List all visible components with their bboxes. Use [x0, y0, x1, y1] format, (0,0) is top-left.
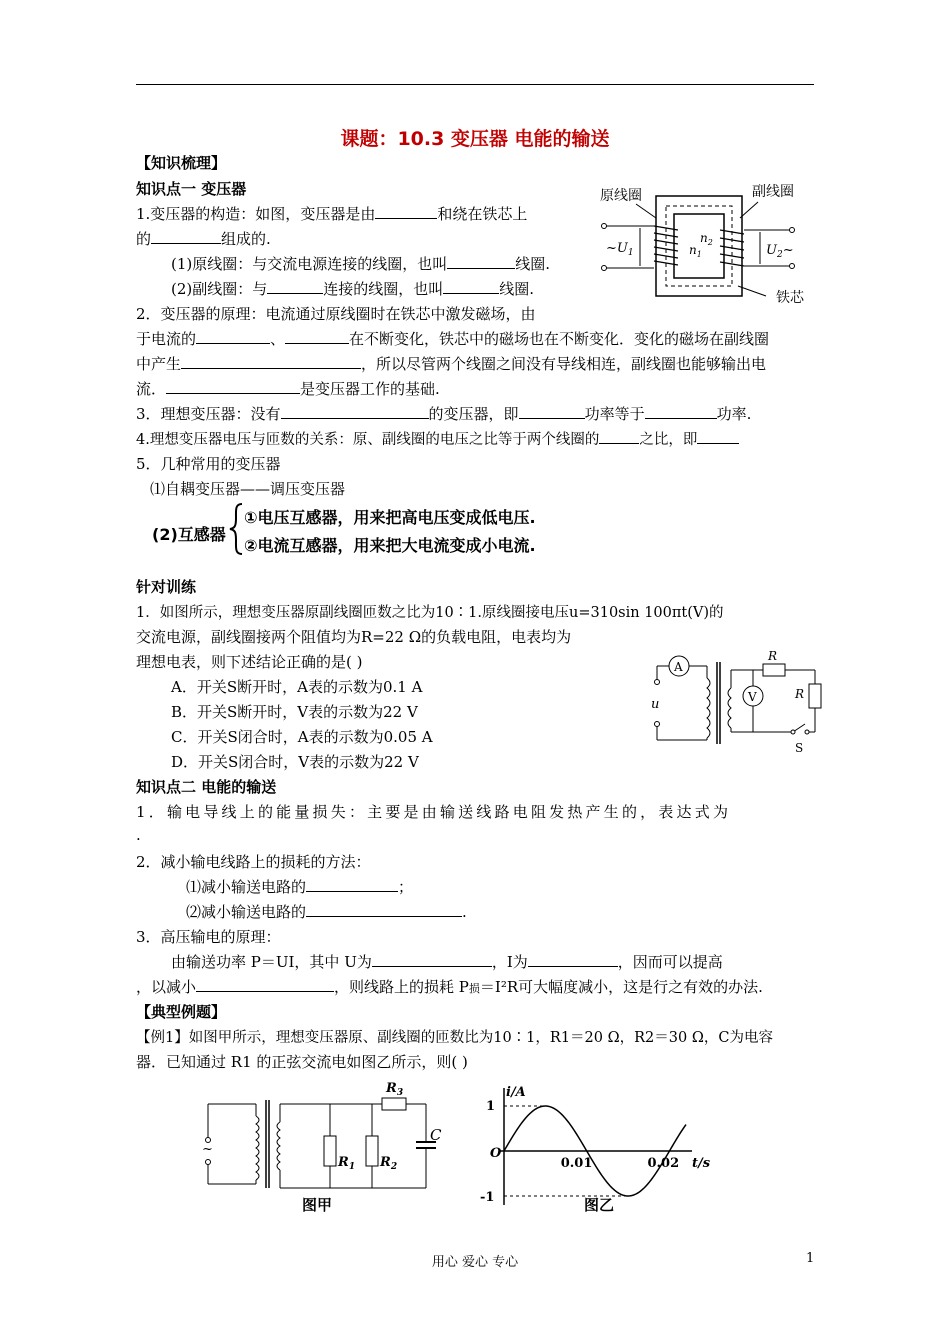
section-point1: 知识点一 变压器 — [136, 180, 247, 198]
kp2-line6 — [171, 951, 723, 972]
kp1-l9b: 的变压器，即 — [428, 405, 519, 423]
kp1-line9 — [136, 403, 751, 424]
kp1-l7a: 中产生 — [136, 355, 182, 373]
x-tick-label: 0.01 — [560, 1156, 593, 1171]
kp1-l6b: 、 — [270, 330, 286, 348]
kp1-line10 — [136, 428, 739, 449]
ac-source-symbol: ~ — [202, 1142, 213, 1157]
kp1-l9c: 功率等于 — [584, 405, 645, 423]
source-u-label: u — [651, 697, 660, 712]
example1-line2: 器．已知通过 R1 的正弦交流电如图乙所示，则( ) — [136, 1053, 468, 1071]
kp2-l4a: ⑵减小输送电路的 — [186, 903, 307, 921]
capacitor-label: C — [430, 1126, 442, 1144]
primary-coil-label: 原线圈 — [600, 188, 642, 204]
circuit-figure-a — [196, 1080, 456, 1215]
blank[interactable] — [196, 977, 334, 992]
section-practice: 针对训练 — [136, 578, 197, 596]
blank[interactable] — [181, 354, 361, 369]
blank[interactable] — [372, 952, 492, 967]
ammeter-label: A — [674, 660, 683, 674]
kp2-l4b: . — [462, 903, 467, 921]
section-knowledge-review: 【知识梳理】 — [136, 154, 227, 172]
chart-origin: O — [490, 1146, 502, 1161]
kp2-l6b: ，I为 — [491, 953, 528, 971]
kp2-l7c: ＝I²R可大幅度减小，这是行之有效的办法. — [479, 978, 763, 996]
kp2-l3a: ⑴减小输送电路的 — [186, 878, 307, 896]
kp1-line4 — [171, 278, 534, 299]
kp1-line1 — [136, 203, 527, 224]
page-number: 1 — [806, 1251, 815, 1266]
blank[interactable] — [306, 877, 398, 892]
kp1-line7 — [136, 353, 766, 374]
r2-label: $R_2$ — [380, 1155, 398, 1172]
kp1-line2 — [136, 228, 271, 249]
blank[interactable] — [281, 404, 429, 419]
x-tick-label: 0.02 — [647, 1156, 680, 1171]
kp2-l7a: ，以减小 — [136, 978, 197, 996]
kp1-l8a: 流． — [136, 380, 167, 398]
kp1-l3a: (1)原线圈：与交流电源连接的线圈，也叫 — [171, 255, 448, 273]
section-examples: 【典型例题】 — [136, 1003, 227, 1021]
transformer-figure — [596, 178, 814, 308]
blank[interactable] — [151, 229, 221, 244]
option-d[interactable]: D．开关S闭合时，V表的示数为22 V — [171, 753, 419, 771]
resistor-r-top: R — [768, 649, 778, 663]
kp2-line3 — [186, 876, 413, 897]
chart-ylabel: i/A — [506, 1085, 526, 1100]
blank[interactable] — [645, 404, 717, 419]
q1-line1: 1．如图所示，理想变压器原副线圈匝数之比为10∶1.原线圈接电压u=310sin 100πt(V)的 — [136, 605, 724, 621]
meter-circuit-figure — [645, 648, 830, 760]
blank[interactable] — [166, 379, 300, 394]
kp1-line11: 5．几种常用的变压器 — [136, 455, 281, 473]
kp2-line1: 1．输电导线上的能量损失：主要是由输送线路电阻发热产生的，表达式为 — [136, 803, 732, 821]
switch-s-label: S — [795, 741, 804, 755]
kp2-l6a: 由输送功率 P＝UI，其中 U为 — [171, 953, 372, 971]
kp1-l8b: 是变压器工作的基础. — [300, 380, 440, 398]
kp1-l4b: 连接的线圈，也叫 — [323, 280, 444, 298]
kp1-line5: 2．变压器的原理：电流通过原线圈时在铁芯中激发磁场，由 — [136, 305, 536, 323]
option-a[interactable]: A．开关S断开时，A表的示数为0.1 A — [171, 678, 423, 696]
example1-line1: 【例1】如图甲所示，理想变压器原、副线圈的匝数比为10∶1，R1＝20 Ω，R2＝30 Ω，C为电容 — [136, 1030, 773, 1046]
blank[interactable] — [447, 254, 515, 269]
voltmeter-label: V — [748, 690, 757, 704]
kp1-l9d: 功率. — [716, 405, 752, 423]
blank[interactable] — [599, 429, 639, 444]
kp1-l2b: 组成的. — [221, 230, 271, 248]
kp2-line2: 2．减小输电线路上的损耗的方法： — [136, 853, 371, 871]
kp2-l7b: ，则线路上的损耗 P — [334, 978, 469, 996]
blank[interactable] — [443, 279, 499, 294]
q1-line2: 交流电源，副线圈接两个阻值均为R=22 Ω的负载电阻，电表均为 — [136, 628, 572, 646]
r1-label: $R_1$ — [338, 1155, 356, 1172]
kp2-line4 — [186, 901, 467, 922]
kp1-l1b: 和绕在铁芯上 — [437, 205, 528, 223]
y-tick-label: -1 — [480, 1190, 495, 1205]
current-chart — [470, 1080, 720, 1215]
top-rule — [136, 84, 814, 85]
kp1-line3 — [171, 253, 550, 274]
resistor-r-side: R — [795, 687, 805, 701]
blank[interactable] — [375, 204, 437, 219]
kp1-line12: ⑴自耦变压器——调压变压器 — [150, 480, 346, 498]
blank[interactable] — [528, 952, 618, 967]
kp1-l6a: 于电流的 — [136, 330, 197, 348]
pt-line: ①电压互感器，用来把高电压变成低电压. — [244, 508, 536, 527]
kp1-l1a: 1.变压器的构造：如图，变压器是由 — [136, 205, 376, 223]
kp2-l3b: ； — [398, 878, 414, 896]
n2-label: $n_2$ — [700, 231, 713, 247]
kp2-line1-dot: . — [136, 826, 141, 844]
u2-label: $U_2\sim$ — [766, 243, 794, 260]
y-tick-label: 1 — [486, 1099, 496, 1114]
chart-xlabel: t/s — [692, 1156, 711, 1171]
kp1-line8 — [136, 378, 440, 399]
blank[interactable] — [519, 404, 585, 419]
page-title: 课题：10.3 变压器 电能的输送 — [340, 128, 610, 150]
q1-line3: 理想电表，则下述结论正确的是( ) — [136, 653, 363, 671]
blank[interactable] — [306, 902, 462, 917]
blank[interactable] — [267, 279, 323, 294]
option-c[interactable]: C．开关S闭合时，A表的示数为0.05 A — [171, 728, 433, 746]
kp1-l7b: ，所以尽管两个线圈之间没有导线相连，副线圈也能够输出电 — [361, 355, 767, 373]
kp1-l4a: (2)副线圈：与 — [171, 280, 268, 298]
kp1-l4c: 线圈. — [499, 280, 535, 298]
blank[interactable] — [697, 429, 739, 444]
r3-label: $R_3$ — [386, 1081, 404, 1098]
footer-text: 用心 爱心 专心 — [431, 1255, 519, 1270]
secondary-coil-label: 副线圈 — [752, 184, 794, 200]
blank[interactable] — [285, 329, 349, 344]
kp1-l10b: 之比，即 — [639, 432, 698, 448]
n1-label: $n_1$ — [689, 243, 702, 259]
kp2-line5: 3．高压输电的原理： — [136, 928, 281, 946]
kp2-l6c: ，因而可以提高 — [617, 953, 723, 971]
brace-icon — [228, 502, 244, 556]
kp1-l3b: 线圈. — [515, 255, 551, 273]
core-label: 铁芯 — [776, 290, 804, 306]
kp1-l9a: 3．理想变压器：没有 — [136, 405, 281, 423]
kp1-l2a: 的 — [136, 230, 152, 248]
option-b[interactable]: B．开关S断开时，V表的示数为22 V — [171, 703, 418, 721]
caption-a: 图甲 — [302, 1196, 333, 1214]
blank[interactable] — [196, 329, 270, 344]
kp2-line7 — [136, 976, 763, 997]
kp1-line6 — [136, 328, 769, 349]
kp2-l7-sub: 损 — [468, 982, 480, 995]
kp1-l10a: 4.理想变压器电压与匝数的关系：原、副线圈的电压之比等于两个线圈的 — [136, 432, 600, 448]
u1-label: $\sim U_1$ — [606, 241, 634, 258]
ct-line: ②电流互感器，用来把大电流变成小电流. — [244, 536, 536, 555]
section-point2: 知识点二 电能的输送 — [136, 778, 277, 796]
kp1-l6c: 在不断变化，铁芯中的磁场也在不断变化．变化的磁场在副线圈 — [349, 330, 770, 348]
caption-b: 图乙 — [584, 1196, 615, 1214]
transformer-label: (2)互感器 — [152, 525, 226, 544]
